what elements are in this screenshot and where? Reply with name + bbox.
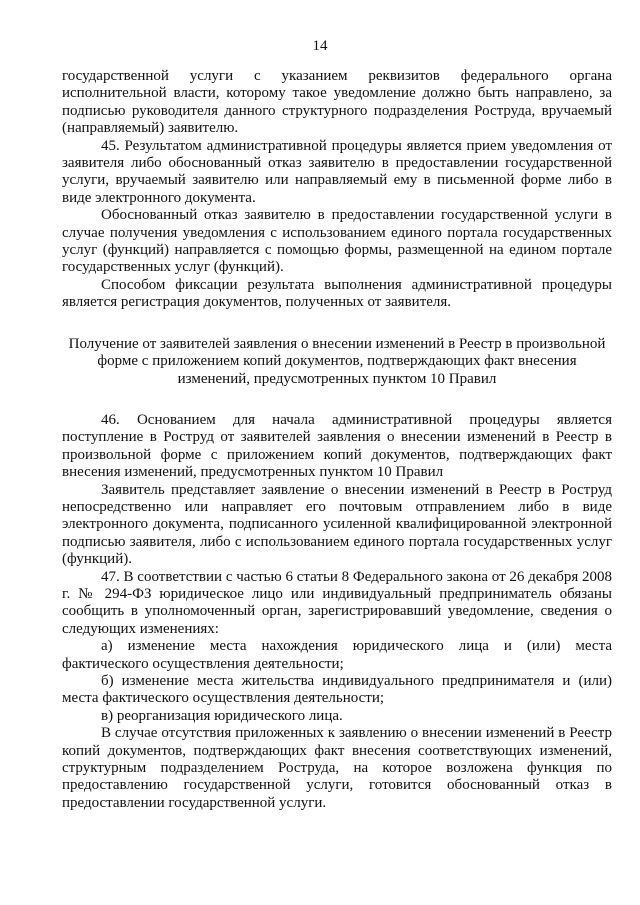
document-body xyxy=(62,68,612,812)
paragraph-45: 45. Результатом административной процедуры является прием уведомления от заявителя либо обоснованный отказ заявителю в предоставлении государственной услуги, вручаемый заявителю или направляемый ему в письменной форме либо в виде электронного документа. xyxy=(62,137,612,206)
list-item-v: в) реорганизация юридического лица. xyxy=(101,707,343,724)
paragraph-continuation: государственной услуги с указанием реквизитов федерального органа исполнительной власти, которому такое уведомление должно быть направлено, за подписью руководителя данного структурного подразделения Роструда, вручаемый (направляемый) заявителю. xyxy=(62,68,612,137)
paragraph-46: 46. Основанием для начала административной процедуры является поступление в Роструд от заявителей заявления о внесении изменений в Реестр в произвольной форме с приложением копий документов, подтверждающих факт внесения изменений, предусмотренных пунктом 10 Правил xyxy=(62,411,612,481)
paragraph-submission: Заявитель представляет заявление о внесении изменений в Реестр в Роструд непосредственно или направляет его почтовым отправлением либо в виде электронного документа, подписанного усиленной квалифицированной электронной подписью заявителя, либо с использованием единого портала государственных услуг (функций). xyxy=(62,481,612,568)
paragraph-47: 47. В соответствии с частью 6 статьи 8 Федерального закона от 26 декабря 2008 г. № 294-ФЗ юридическое лицо или индивидуальный предприниматель обязаны сообщить в уполномоченный орган, зарегистрировавший уведомление, сведения о следующих изменениях: xyxy=(62,568,612,637)
list-item-b: б) изменение места жительства индивидуального предпринимателя и (или) места фактического осуществления деятельности; xyxy=(62,673,612,707)
page-number: 14 xyxy=(312,38,328,54)
paragraph-fixation-method: Способом фиксации результата выполнения административной процедуры является регистрация документов, полученных от заявителя. xyxy=(62,276,612,311)
paragraph-missing-documents: В случае отсутствия приложенных к заявлению о внесении изменений в Реестр копий документов, подтверждающих факт внесения соответствующих изменений, структурным подразделением Роструда, на которое возложена функция по предоставлению государственной услуги, готовится обоснованный отказ в предоставлении государственной услуги. xyxy=(62,725,612,811)
list-item-a: а) изменение места нахождения юридического лица и (или) места фактического осуществления деятельности; xyxy=(62,638,612,672)
section-heading: Получение от заявителей заявления о внесении изменений в Реестр в произвольной форме с приложением копий документов, подтверждающих факт внесения изменений, предусмотренных пунктом 10 Правил xyxy=(68,335,606,387)
paragraph-refusal-portal: Обоснованный отказ заявителю в предоставлении государственной услуги в случае получения уведомления с использованием единого портала государственных услуг (функций) направляется с помощью формы, размещенной на едином портале государственных услуг (функций). xyxy=(62,207,612,276)
